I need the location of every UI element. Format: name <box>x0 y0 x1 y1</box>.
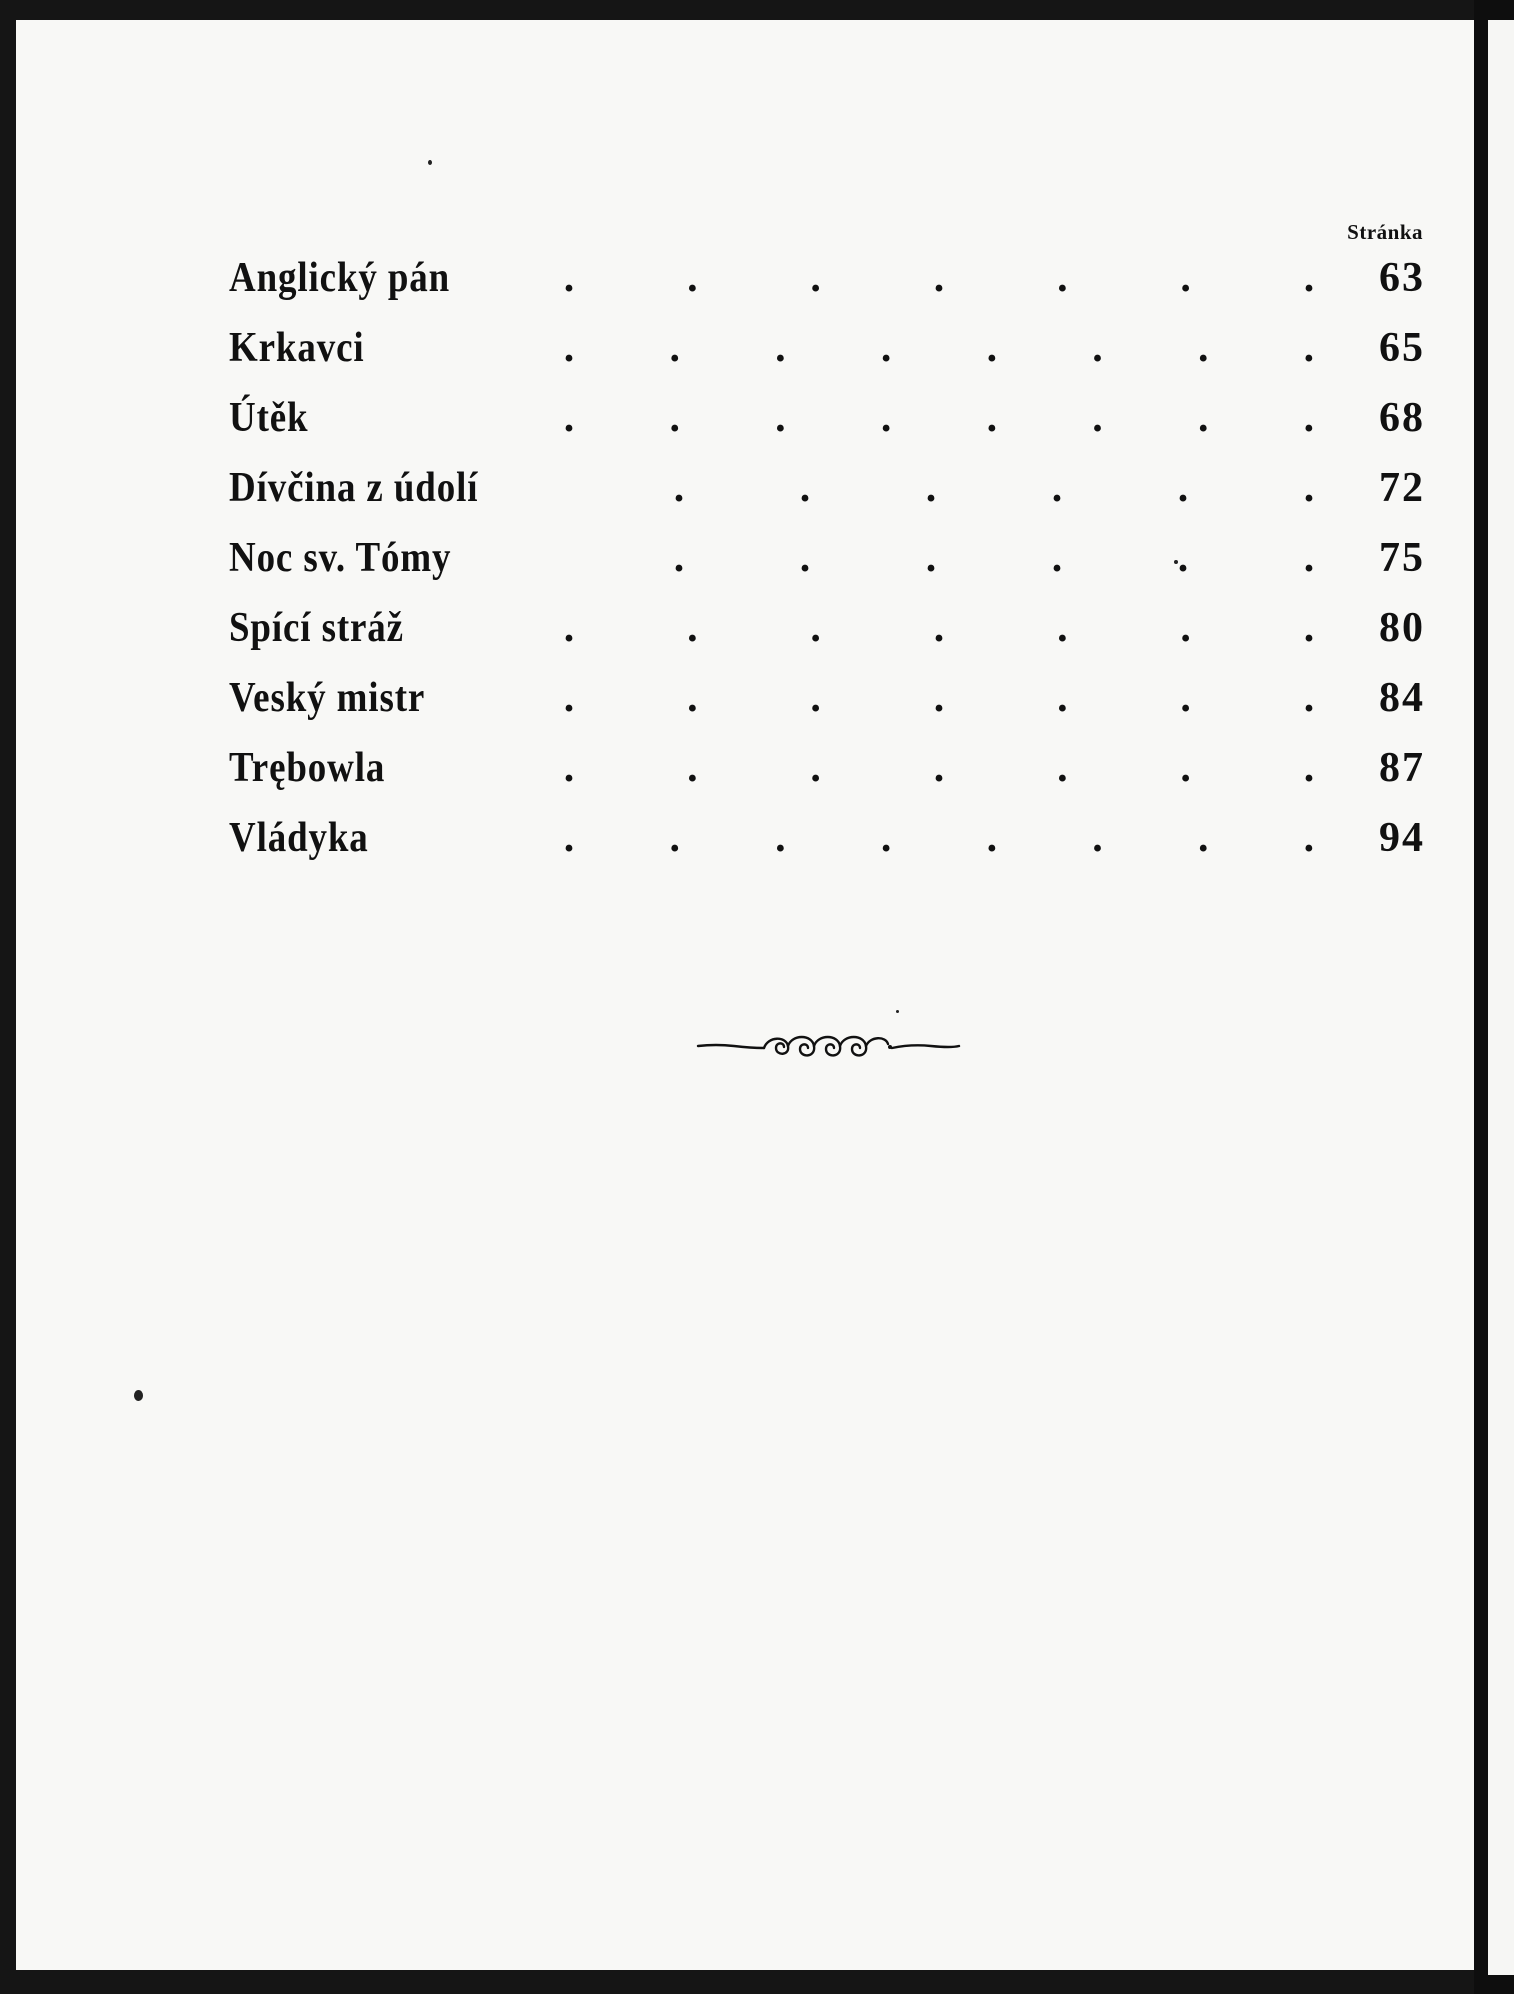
toc-entry-page: 65 <box>1379 325 1425 371</box>
paper-speck <box>134 1390 143 1401</box>
toc-entry-page: 80 <box>1379 605 1425 651</box>
toc-entry-title: Noc sv. Tómy <box>229 535 452 581</box>
dot-leader: . . . . . . . <box>563 745 1315 791</box>
scroll-flourish-icon <box>696 1028 961 1064</box>
toc-entry-title: Dívčina z údolí <box>229 465 479 511</box>
toc-entry-page: 63 <box>1379 255 1425 301</box>
adjacent-page-edge <box>1474 0 1514 1994</box>
toc-entry-title: Spící stráž <box>229 605 404 651</box>
paper-speck <box>896 1010 899 1013</box>
toc-entry <box>229 246 1425 316</box>
toc-entry-title: Anglický pán <box>229 255 451 301</box>
toc-entry-title: Trębowla <box>229 745 386 791</box>
toc-entry-page: 68 <box>1379 395 1425 441</box>
dot-leader: . . . . . . . <box>563 255 1315 301</box>
dot-leader: . . . . . . . <box>563 605 1315 651</box>
toc-entry <box>229 666 1425 736</box>
toc-entry-page: 94 <box>1379 815 1425 861</box>
toc-entry <box>229 806 1425 876</box>
toc-entry-title: Veský mistr <box>229 675 426 721</box>
dot-leader: . . . . . . . . <box>563 815 1315 861</box>
toc-entry <box>229 596 1425 666</box>
toc-entry-title: Útěk <box>229 395 309 441</box>
page-column-label: Stránka <box>1347 220 1423 244</box>
toc-entry <box>229 736 1425 806</box>
dot-leader: . . . . . . . <box>563 675 1315 721</box>
book-page <box>16 20 1474 1970</box>
toc-entry-title: Krkavci <box>229 325 365 371</box>
toc-entry <box>229 456 1425 526</box>
dot-leader: . . . . . . . . <box>563 395 1315 441</box>
toc-entry <box>229 316 1425 386</box>
toc-entry <box>229 526 1425 596</box>
adjacent-page-sliver <box>1488 20 1514 1975</box>
toc-entry-page: 84 <box>1379 675 1425 721</box>
toc-entry-title: Vládyka <box>229 815 369 861</box>
paper-speck <box>428 160 432 165</box>
dot-leader: . . . . . . <box>673 465 1315 511</box>
table-of-contents <box>229 246 1425 876</box>
dot-leader: . . . . . . . . <box>563 325 1315 371</box>
toc-entry-page: 87 <box>1379 745 1425 791</box>
toc-entry <box>229 386 1425 456</box>
dot-leader: . . . . . . <box>673 535 1315 581</box>
toc-entry-page: 72 <box>1379 465 1425 511</box>
paper-speck <box>1174 560 1178 564</box>
toc-entry-page: 75 <box>1379 535 1425 581</box>
